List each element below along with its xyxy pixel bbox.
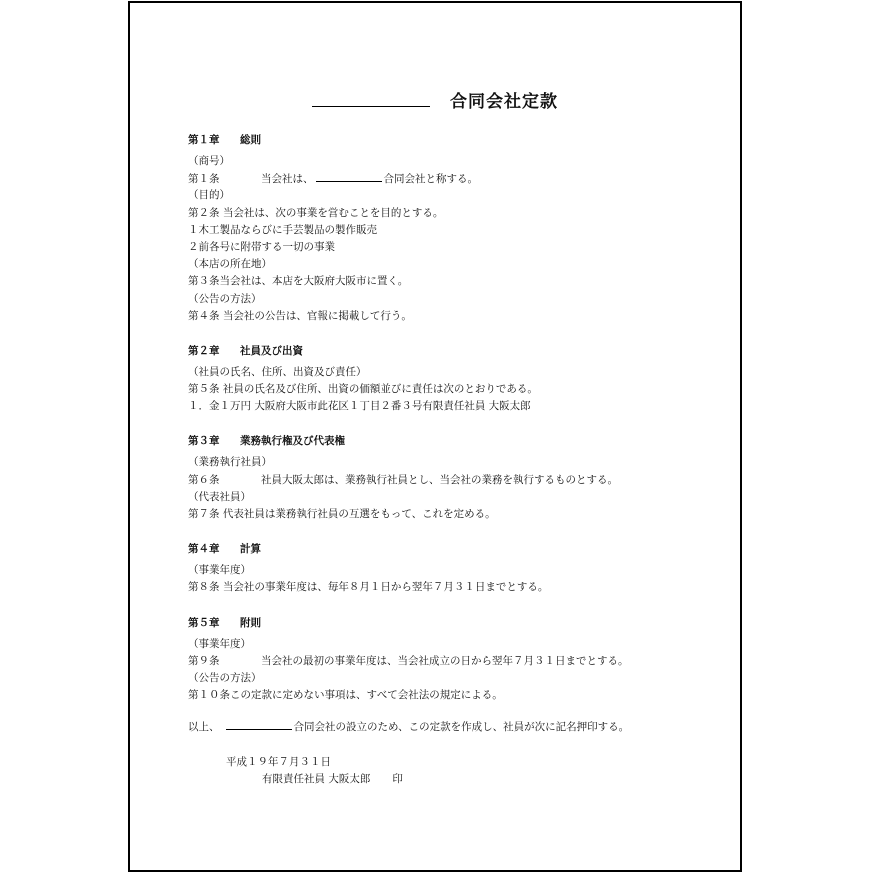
chapter-number: 第５章 bbox=[188, 616, 220, 629]
article-line bbox=[188, 653, 728, 670]
articles-body bbox=[188, 132, 728, 788]
chapter-title: 計算 bbox=[240, 543, 261, 556]
article-line: ２前各号に附帯する一切の事業 bbox=[188, 240, 335, 253]
signature-date: 平成１９年７月３１日 bbox=[226, 755, 331, 768]
chapter-heading bbox=[188, 615, 728, 632]
title-row bbox=[130, 87, 740, 112]
article-line: 第３条当会社は、本店を大阪府大阪市に置く。 bbox=[188, 275, 409, 288]
article-text: 社員大阪太郎は、業務執行社員とし、当会社の業務を執行するものとする。 bbox=[261, 473, 618, 486]
document-title: 合同会社定款 bbox=[450, 92, 558, 112]
chapter-heading bbox=[188, 433, 728, 450]
article-line: 第７条 代表社員は業務執行社員の互選をもって、これを定める。 bbox=[188, 508, 496, 520]
chapter-number: 第２章 bbox=[188, 344, 220, 357]
article-line bbox=[188, 472, 728, 489]
article-line: 第２条 当会社は、次の事業を営むことを目的とする。 bbox=[188, 206, 444, 219]
article-heading: （本店の所在地） bbox=[188, 258, 272, 271]
signer-name: 有限責任社員 大阪太郎 bbox=[262, 772, 371, 785]
article-heading: （商号） bbox=[188, 155, 230, 167]
article-heading: （事業年度） bbox=[188, 564, 251, 577]
article-line: 第５条 社員の氏名及び住所、出資の価額並びに責任は次のとおりである。 bbox=[188, 383, 538, 396]
article-number: 第９条 bbox=[188, 654, 220, 667]
article-heading: （業務執行社員） bbox=[188, 456, 272, 469]
company-name-blank bbox=[316, 170, 382, 182]
article-heading: （社員の氏名、住所、出資及び責任） bbox=[188, 365, 367, 378]
chapter-heading bbox=[188, 541, 728, 558]
company-name-blank bbox=[226, 718, 292, 730]
article-line: 第１０条この定款に定めない事項は、すべて会社法の規定による。 bbox=[188, 689, 503, 702]
chapter-title: 業務執行権及び代表権 bbox=[240, 435, 345, 448]
chapter-number: 第４章 bbox=[188, 543, 220, 556]
article-line: 第８条 当会社の事業年度は、毎年８月１日から翌年７月３１日までとする。 bbox=[188, 581, 549, 594]
document-page bbox=[128, 1, 742, 872]
article-text: 当会社は、 bbox=[261, 173, 314, 186]
article-text: 合同会社と称する。 bbox=[383, 173, 478, 186]
chapter-title: 総則 bbox=[240, 134, 261, 146]
chapter-heading bbox=[188, 343, 728, 360]
article-line: １．金１万円 大阪府大阪市此花区１丁目２番３号有限責任社員 大阪太郎 bbox=[188, 400, 531, 413]
signer-line bbox=[188, 771, 728, 788]
article-line: 第４条 当会社の公告は、官報に掲載して行う。 bbox=[188, 309, 412, 322]
article-heading: （公告の方法） bbox=[188, 671, 262, 684]
seal-mark: 印 bbox=[392, 772, 403, 785]
article-line bbox=[188, 170, 728, 187]
closing-text: 合同会社の設立のため、この定款を作成し、社員が次に記名押印する。 bbox=[293, 721, 630, 734]
article-line: １木工製品ならびに手芸製品の製作販売 bbox=[188, 223, 377, 236]
chapter-number: 第１章 bbox=[188, 134, 220, 146]
closing-statement bbox=[188, 718, 728, 735]
article-number: 第１条 bbox=[188, 173, 220, 186]
company-name-blank bbox=[312, 92, 430, 107]
article-heading: （目的） bbox=[188, 189, 230, 202]
chapter-number: 第３章 bbox=[188, 435, 220, 448]
article-heading: （代表社員） bbox=[188, 490, 251, 503]
article-heading: （事業年度） bbox=[188, 637, 251, 650]
chapter-heading bbox=[188, 132, 728, 149]
article-number: 第６条 bbox=[188, 473, 220, 486]
article-heading: （公告の方法） bbox=[188, 292, 262, 305]
chapter-title: 社員及び出資 bbox=[240, 344, 303, 357]
chapter-title: 附則 bbox=[240, 616, 261, 629]
closing-text: 以上、 bbox=[188, 721, 220, 734]
article-text: 当会社の最初の事業年度は、当会社成立の日から翌年７月３１日までとする。 bbox=[261, 654, 629, 667]
